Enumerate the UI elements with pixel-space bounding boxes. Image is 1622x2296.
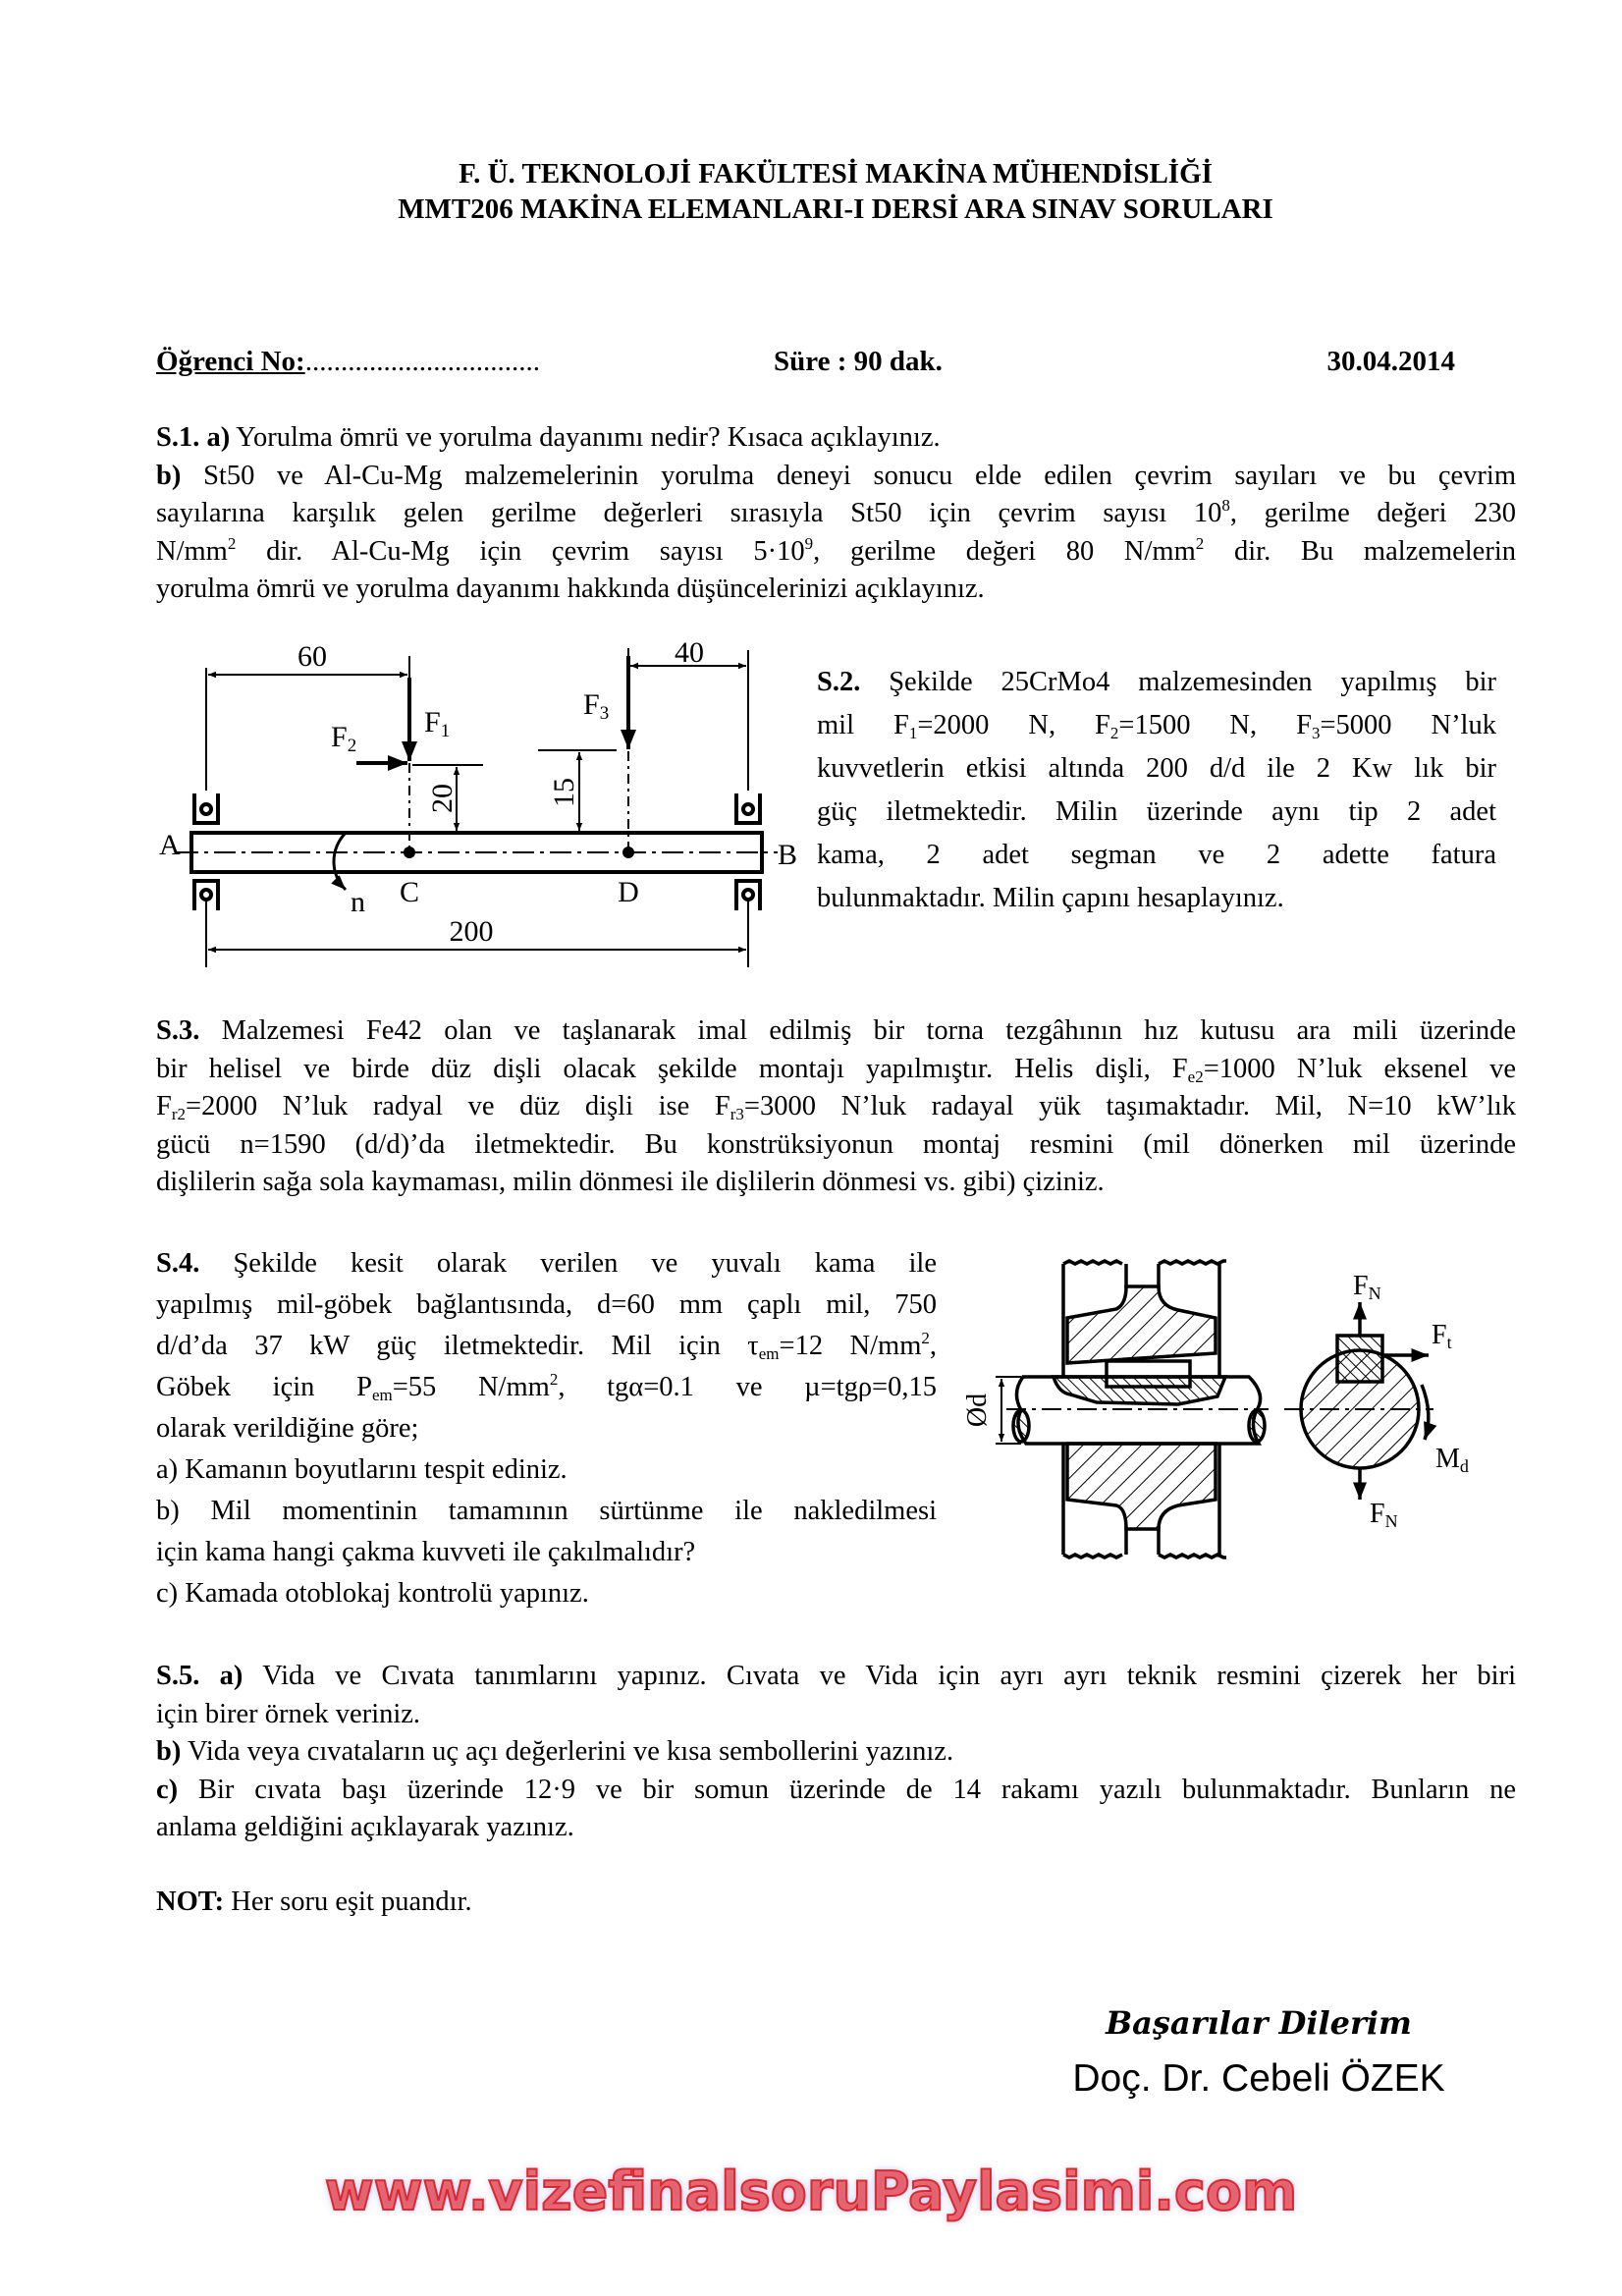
text-run: kama, 2 adet segman ve 2 adette fatura (817, 840, 1496, 870)
text-line (156, 1449, 937, 1491)
text-line (156, 1012, 1516, 1051)
bold-run: NOT: (156, 1886, 225, 1917)
text-run: sayılarına karşılık gelen gerilme değerleri sırasıyla St50 için çevrim sayısı 10 (156, 498, 1222, 528)
text-line (817, 834, 1496, 877)
fn-top-main: F (1353, 1271, 1369, 1301)
closing-wish: Başarılar Dilerim (1106, 2004, 1412, 2042)
text-line (156, 1164, 1516, 1202)
rotation-arrow-icon (334, 833, 346, 890)
text-line (817, 747, 1496, 791)
text-line (156, 1884, 1516, 1922)
paragraph (156, 1884, 1516, 1922)
text-line (817, 791, 1496, 834)
text-line (156, 1408, 937, 1449)
fn-bottom-sub: N (1384, 1511, 1398, 1531)
text-run: St50 ve Al-Cu-Mg malzemelerinin yorulma deneyi sonucu elde edilen çevrim sayıları ve bu çevrim (181, 460, 1516, 491)
text-run: Şekilde 25CrMo4 malzemesinden yapılmış bir (860, 667, 1496, 697)
md-main: M (1435, 1444, 1460, 1474)
bold-run: c) (156, 1774, 179, 1805)
ft-main: F (1432, 1320, 1447, 1350)
bearing-left-top (194, 793, 218, 823)
superscript: 8 (1221, 496, 1230, 515)
md-sub: d (1459, 1456, 1469, 1476)
text-run: , tgα=0.1 ve µ=tgρ=0,15 (558, 1372, 937, 1402)
text-run: Yorulma ömrü ve yorulma dayanımı nedir? Kısaca açıklayınız. (230, 422, 941, 453)
text-run: c) Kamada otoblokaj kontrolü yapınız. (156, 1578, 589, 1609)
fn-bottom-main: F (1370, 1499, 1385, 1529)
text-line (817, 704, 1496, 747)
text-run: Vida ve Cıvata tanımlarını yapınız. Cıvata ve Vida için ayrı ayrı teknik resmini çizerek her biri (243, 1661, 1516, 1691)
text-run: için kama hangi çakma kuvveti ile çakılmalıdır? (156, 1537, 696, 1567)
text-run: bir helisel ve birde düz dişli olacak şekilde montajı yapılmıştır. Helis dişli, F (156, 1053, 1188, 1084)
text-run: =1000 N’luk eksenel ve (1203, 1053, 1517, 1084)
text-run: Her soru eşit puandır. (224, 1886, 472, 1917)
force-f3-sub: 3 (599, 703, 610, 724)
text-line (156, 1532, 937, 1573)
text-line (817, 877, 1496, 920)
watermark: www.vizefinalsoruPaylasimi.com (324, 2160, 1298, 2222)
text-line (156, 1733, 1516, 1772)
instructor-name: Doç. Dr. Cebeli ÖZEK (1072, 2057, 1445, 2100)
text-line (156, 1088, 1516, 1126)
bearing-right-top (736, 793, 760, 823)
text-run: b) Mil momentinin tamamının sürtünme ile nakledilmesi (156, 1496, 937, 1526)
text-run: mil F (817, 710, 909, 740)
text-run: yapılmış mil-göbek bağlantısında, d=60 mm çaplı mil, 750 (156, 1289, 937, 1320)
bearing-right-bottom (736, 881, 760, 910)
dim-20-label: 20 (426, 784, 459, 813)
text-run: a) Kamanın boyutlarını tespit ediniz. (156, 1454, 568, 1485)
text-run: Malzemesi Fe42 olan ve taşlanarak imal edilmiş bir torna tezgâhının hız kutusu ara mili üzerinde (199, 1015, 1516, 1046)
paragraph (156, 1573, 937, 1614)
bold-run: S.2. (817, 667, 861, 697)
force-f3-label (583, 688, 609, 724)
speed-label: n (351, 886, 365, 918)
text-line (156, 1491, 937, 1532)
hub-break-top (1063, 1261, 1226, 1264)
dim-200-label: 200 (449, 915, 494, 948)
text-line (156, 1326, 937, 1367)
subscript: 1 (908, 724, 918, 742)
point-d-label: D (618, 876, 639, 908)
paragraph (156, 458, 1516, 609)
exam-date: 30.04.2014 (1326, 346, 1455, 377)
point-d-dot (622, 847, 634, 858)
text-run: olarak verildiğine göre; (156, 1413, 419, 1444)
subscript: em (371, 1386, 393, 1404)
question-1 (156, 419, 1516, 609)
dim-15-label: 15 (548, 778, 580, 807)
text-line (156, 1696, 1516, 1734)
superscript: 2 (1195, 533, 1205, 553)
key-cross-section (1337, 1336, 1382, 1382)
student-no-dots: ................................. (304, 346, 540, 377)
subscript: r2 (171, 1105, 187, 1123)
exam-title-line1: F. Ü. TEKNOLOJİ FAKÜLTESİ MAKİNA MÜHENDİSLİĞİ (459, 158, 1213, 190)
text-run: =2000 N’luk radyal ve düz dişli ise F (186, 1091, 730, 1121)
bearing-left-bottom (194, 881, 218, 910)
bold-run: S.3. (156, 1015, 200, 1046)
hub-lower-section (1067, 1444, 1216, 1529)
text-run: yorulma ömrü ve yorulma dayanımı hakkında düşüncelerinizi açıklayınız. (156, 574, 985, 604)
point-a-label: A (159, 829, 181, 861)
text-run: Göbek için P (156, 1372, 372, 1402)
text-line (156, 1573, 937, 1614)
text-line (156, 1285, 937, 1326)
text-line (156, 1243, 937, 1285)
text-line (156, 1809, 1516, 1847)
text-run: güç iletmektedir. Milin üzerinde aynı tip 2 adet (817, 796, 1496, 827)
superscript: 2 (921, 1329, 930, 1347)
bold-run: b) (156, 1736, 182, 1767)
subscript: 3 (1311, 724, 1321, 742)
shaft (1016, 1377, 1260, 1444)
text-line (156, 458, 1516, 496)
superscript: 9 (804, 533, 814, 553)
student-no-field (156, 344, 540, 379)
paragraph (156, 1243, 937, 1449)
text-run: d/d’da 37 kW güç iletmektedir. Mil için τ (156, 1331, 759, 1361)
paragraph (156, 1491, 937, 1573)
question-4 (156, 1243, 937, 1614)
text-run: =1500 N, F (1118, 710, 1312, 740)
text-line (156, 1367, 937, 1408)
note (156, 1884, 1516, 1922)
text-line (156, 1051, 1516, 1089)
point-c-label: C (399, 876, 420, 908)
force-f1-label (424, 706, 450, 741)
paragraph (156, 1012, 1516, 1202)
bold-run: S.1. a) (156, 422, 231, 453)
text-run: =3000 N’luk radayal yük taşımaktadır. Mil, N=10 kW’lık (743, 1091, 1516, 1121)
subscript: r3 (730, 1105, 744, 1123)
force-f3-main: F (583, 688, 600, 721)
md-arrow (1422, 1385, 1429, 1440)
shaft-body (191, 833, 762, 872)
paragraph (817, 661, 1496, 920)
paragraph (156, 1658, 1516, 1733)
paragraph (156, 1772, 1516, 1847)
text-line (156, 419, 1516, 458)
text-line (156, 1772, 1516, 1810)
superscript: 2 (227, 533, 237, 553)
text-run: , (929, 1331, 937, 1361)
text-run: kuvvetlerin etkisi altında 200 d/d ile 2 Kw lık bir (817, 753, 1496, 784)
student-no-label: Öğrenci No: (156, 346, 305, 377)
text-run: N/mm (156, 535, 228, 567)
point-c-dot (404, 847, 415, 858)
force-f2-main: F (331, 721, 348, 753)
subscript: 2 (1109, 724, 1119, 742)
force-f2-sub: 2 (347, 736, 357, 756)
paragraph (156, 1449, 937, 1491)
shaft-keyway-section (1054, 1377, 1225, 1404)
diameter-label: Ød (962, 1393, 993, 1428)
exam-title-line2: MMT206 MAKİNA ELEMANLARI-I DERSİ ARA SINAV SORULARI (398, 193, 1273, 225)
text-line (156, 1658, 1516, 1696)
fn-top-label (1353, 1271, 1381, 1303)
text-run: , gerilme değeri 230 (1229, 498, 1516, 528)
bold-run: S.4. (156, 1248, 200, 1279)
exam-duration: Süre : 90 dak. (774, 346, 943, 377)
dim-40-label: 40 (675, 636, 704, 669)
text-run: gücü n=1590 (d/d)’da iletmektedir. Bu konstrüksiyonun montaj resmini (mil dönerken mil üzerinde (156, 1128, 1516, 1160)
subscript: em (758, 1344, 780, 1363)
subscript: e2 (1187, 1066, 1204, 1086)
text-run: =12 N/mm (779, 1331, 922, 1361)
text-line (817, 661, 1496, 704)
force-f1-sub: 1 (440, 721, 451, 741)
paragraph (156, 1733, 1516, 1772)
text-run: F (156, 1091, 172, 1121)
hub-break-bottom (1063, 1555, 1226, 1558)
bold-run: S.5. a) (156, 1661, 243, 1691)
text-line (156, 533, 1516, 572)
ft-label (1432, 1320, 1452, 1352)
text-run: dir. Al-Cu-Mg için çevrim sayısı 5·10 (236, 535, 805, 567)
text-line (156, 495, 1516, 533)
text-run: Bir cıvata başı üzerinde 12·9 ve bir somun üzerinde de 14 rakamı yazılı bulunmaktadır. Bunların ne (178, 1774, 1516, 1805)
text-run: anlama geldiğini açıklayarak yazınız. (156, 1812, 574, 1842)
hub-upper-section (1067, 1286, 1216, 1363)
superscript: 2 (549, 1370, 559, 1389)
text-run: dişlilerin sağa sola kaymaması, milin dönmesi ile dişlilerin dönmesi vs. gibi) çiziniz. (156, 1167, 1105, 1197)
force-f2-label (331, 721, 356, 756)
force-f1-main: F (424, 706, 441, 738)
text-run: Şekilde kesit olarak verilen ve yuvalı kama ile (199, 1248, 937, 1279)
text-run: dir. Bu malzemelerin (1204, 535, 1516, 567)
dim-60-label: 60 (297, 640, 327, 673)
text-run: =5000 N’luk (1320, 710, 1496, 740)
text-run: =55 N/mm (392, 1372, 550, 1402)
text-line (156, 1126, 1516, 1165)
md-label (1435, 1444, 1469, 1476)
ft-sub: t (1446, 1333, 1452, 1352)
text-run: Vida veya cıvataların uç açı değerlerini ve kısa sembollerini yazınız. (181, 1736, 954, 1767)
question-2 (817, 661, 1496, 920)
fn-top-sub: N (1368, 1284, 1381, 1303)
text-run: için birer örnek veriniz. (156, 1698, 421, 1729)
shaft-cross-section (1301, 1350, 1419, 1468)
question-5 (156, 1658, 1516, 1847)
question-3 (156, 1012, 1516, 1202)
text-run: bulunmaktadır. Milin çapını hesaplayınız. (817, 883, 1284, 913)
point-b-label: B (778, 839, 798, 871)
text-run: , gerilme değeri 80 N/mm (813, 535, 1196, 567)
paragraph (156, 419, 1516, 458)
key (1107, 1361, 1190, 1387)
fn-bottom-label (1370, 1499, 1398, 1531)
text-line (156, 571, 1516, 609)
bold-run: b) (156, 460, 182, 491)
text-run: =2000 N, F (917, 710, 1110, 740)
